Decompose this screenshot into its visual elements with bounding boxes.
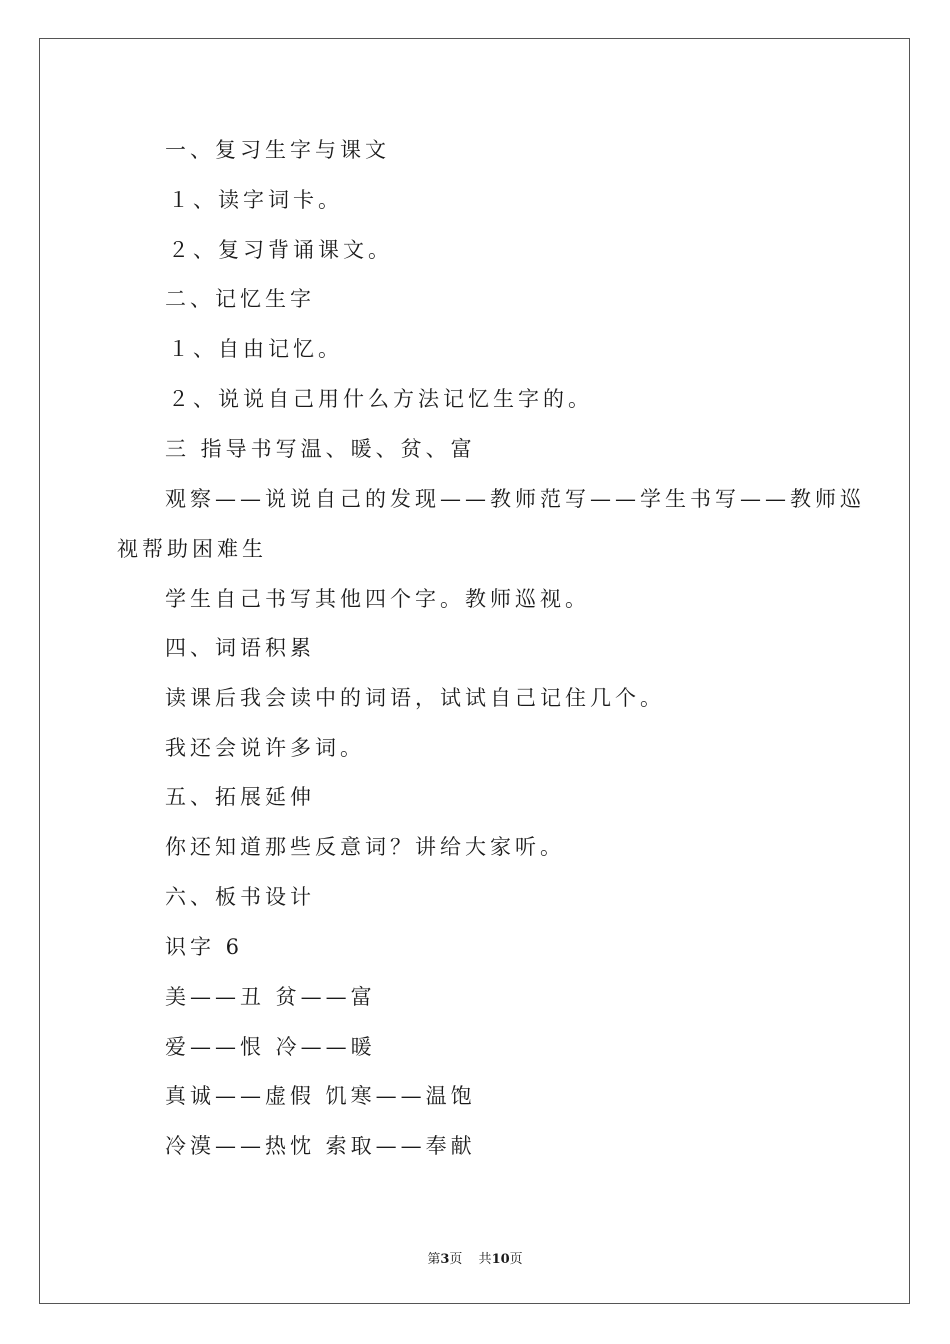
page-indicator bbox=[427, 1252, 462, 1267]
heading-extension: 五、拓展延伸 bbox=[165, 785, 315, 809]
board-line: 冷漠——热忱 索取——奉献 bbox=[165, 1134, 476, 1158]
heading-review: 一、复习生字与课文 bbox=[165, 138, 390, 162]
page-footer bbox=[0, 1248, 950, 1267]
list-item: １、自由记忆。 bbox=[168, 337, 343, 361]
heading-vocabulary: 四、词语积累 bbox=[165, 636, 315, 660]
paragraph-text-continued: 视帮助困难生 bbox=[117, 537, 267, 561]
board-line: 美——丑 贫——富 bbox=[165, 985, 376, 1009]
board-title: 识字 6 bbox=[165, 935, 244, 959]
current-page-number: 3 bbox=[440, 1252, 450, 1267]
total-pages-indicator bbox=[479, 1252, 523, 1267]
page-label-suffix: 页 bbox=[449, 1252, 463, 1267]
total-label-suffix: 页 bbox=[509, 1252, 523, 1267]
heading-board-design: 六、板书设计 bbox=[165, 885, 315, 909]
paragraph-text: 观察——说说自己的发现——教师范写——学生书写——教师巡 bbox=[165, 487, 865, 511]
paragraph-text: 我还会说许多词。 bbox=[165, 736, 365, 760]
heading-writing: 三 指导书写温、暖、贫、富 bbox=[165, 437, 476, 461]
board-line: 真诚——虚假 饥寒——温饱 bbox=[165, 1084, 476, 1108]
total-pages-number: 10 bbox=[491, 1252, 510, 1267]
page-label-prefix: 第 bbox=[427, 1252, 441, 1267]
list-item: １、读字词卡。 bbox=[168, 188, 343, 212]
heading-memorize: 二、记忆生字 bbox=[165, 287, 315, 311]
total-label-prefix: 共 bbox=[478, 1252, 492, 1267]
paragraph-text: 你还知道那些反意词？讲给大家听。 bbox=[165, 835, 565, 859]
board-line: 爱——恨 冷——暖 bbox=[165, 1035, 376, 1059]
paragraph-text: 学生自己书写其他四个字。教师巡视。 bbox=[165, 587, 590, 611]
paragraph-text: 读课后我会读中的词语，试试自己记住几个。 bbox=[165, 686, 665, 710]
list-item: ２、说说自己用什么方法记忆生字的。 bbox=[168, 387, 593, 411]
list-item: ２、复习背诵课文。 bbox=[168, 238, 393, 262]
